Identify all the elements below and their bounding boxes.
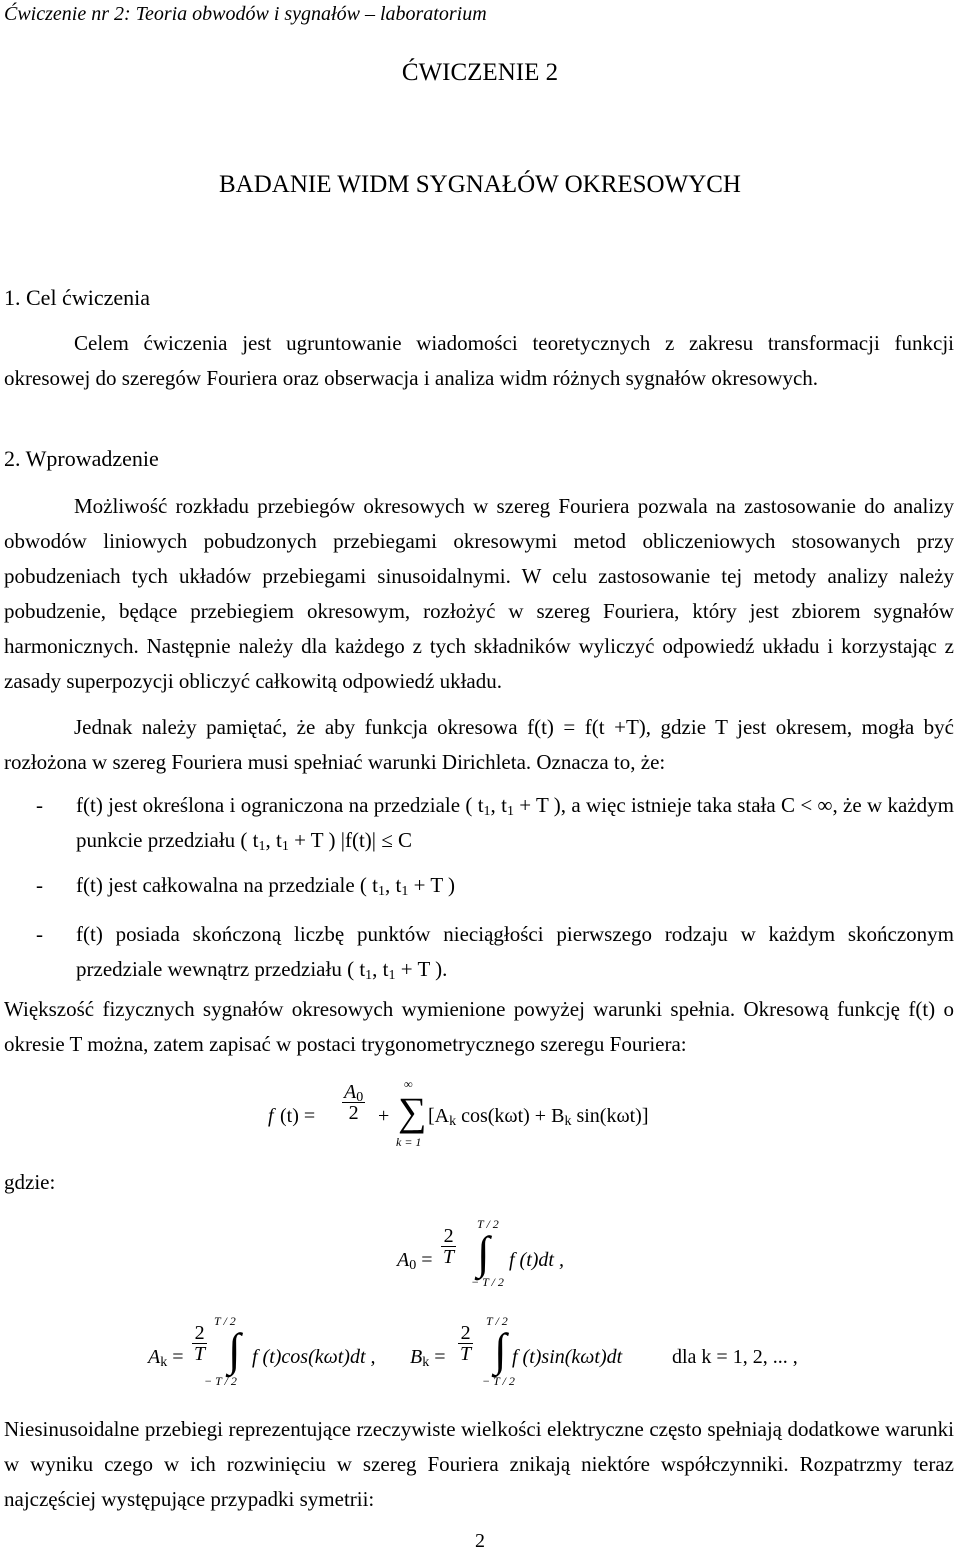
a0-formula: $A_0$ = $\frac{2}{T}$ T / 2 ∫ − T / 2 f (t)dt ,: [397, 1217, 564, 1289]
condition-3: - f(t) posiada skończoną liczbę punktów nieciągłości pierwszego rodzaju w każdym skończonym przedziale wewnątrz przedziału ( $t_1$, $t_1 + T$ ).: [4, 917, 954, 987]
list-dash: -: [36, 922, 43, 946]
document-subtitle: BADANIE WIDM SYGNAŁÓW OKRESOWYCH: [219, 171, 741, 198]
section-2-paragraph-2: Jednak należy pamiętać, że aby funkcja okresowa f(t) = f(t +T), gdzie T jest okresem, mogła być rozłożona w szereg Fouriera musi spełniać warunki Dirichleta. Oznacza to, że:: [4, 715, 954, 774]
list-dash: -: [36, 873, 43, 897]
header-subject: : Teoria obwodów i sygnałów – laboratorium: [124, 3, 487, 25]
gdzie-label: gdzie:: [4, 1170, 56, 1194]
list-dash: -: [36, 793, 43, 817]
running-header: [4, 1, 487, 27]
header-label: Ćwiczenie nr 2: [4, 3, 124, 25]
section-2-heading: 2. Wprowadzenie: [4, 446, 159, 471]
condition-2: - f(t) jest całkowalna na przedziale ( $t_1$, $t_1 + T$ ): [4, 868, 954, 903]
section-2-paragraph-1: Możliwość rozkładu przebiegów okresowych w szereg Fouriera pozwala na zastosowanie do analizy obwodów liniowych pobudzonych przebiegami okresowymi metod obliczeniowych stosowanych przy pobudzeniach tych układów przebiegami sinusoidalnymi. W celu zastosowanie tej metody analizy należy pobudzenie, będące przebiegiem okresowym, rozłożyć w szereg Fouriera, który jest zbiorem sygnałów harmonicznych. Następnie należy dla każdego z tych składników wyliczyć odpowiedź układu i korzystając z zasady superpozycji obliczyć całkowitą odpowiedź układu.: [4, 494, 954, 693]
ak-bk-formula: $A_k$ = $\frac{2}{T}$ T / 2 ∫ − T / 2 f (t)cos(kωt)dt , $B_k$ = $\frac{2}{T}$ T / 2 ∫ − T / 2 f (t)sin(kωt)dt dla k = 1, 2, ... ,: [148, 1314, 798, 1388]
symmetry-intro-paragraph: Niesinusoidalne przebiegi reprezentujące rzeczywiste wielkości elektryczne często spełniają dodatkowe warunki w wyniku czego w ich rozwinięciu w szereg Fouriera znikają niektóre współczynniki. Rozpatrzmy teraz najczęściej występujące przypadki symetrii:: [4, 1417, 954, 1511]
fourier-series-formula: f (t) = $\frac{A_0}{2}$ + ∞ ∑ k = 1 [$A_k$ $\cos(k\omega t) + B_k$ sin(kωt)]: [268, 1077, 649, 1149]
section-1-heading: 1. Cel ćwiczenia: [4, 285, 150, 310]
page-number: 2: [475, 1530, 485, 1552]
section-1-body: Celem ćwiczenia jest ugruntowanie wiadomości teoretycznych z zakresu transformacji funkcji okresowej do szeregów Fouriera oraz obserwacja i analiza widm różnych sygnałów okresowych.: [4, 331, 954, 390]
condition-1: - f(t) jest określona i ograniczona na przedziale ( $t_1$, $t_1 + T$ ), a więc istnieje taka stała C < ∞, że w każdym punkcie przedziału ( $t_1$, $t_1 + T$ ) |f(t)| ≤ C: [4, 788, 954, 858]
document-title: ĆWICZENIE 2: [401, 59, 559, 86]
fourier-intro-paragraph: Większość fizycznych sygnałów okresowych wymienione powyżej warunki spełnia. Okresową funkcję f(t) o okresie T można, zatem zapisać w postaci trygonometrycznego szeregu Fouriera:: [4, 997, 954, 1056]
